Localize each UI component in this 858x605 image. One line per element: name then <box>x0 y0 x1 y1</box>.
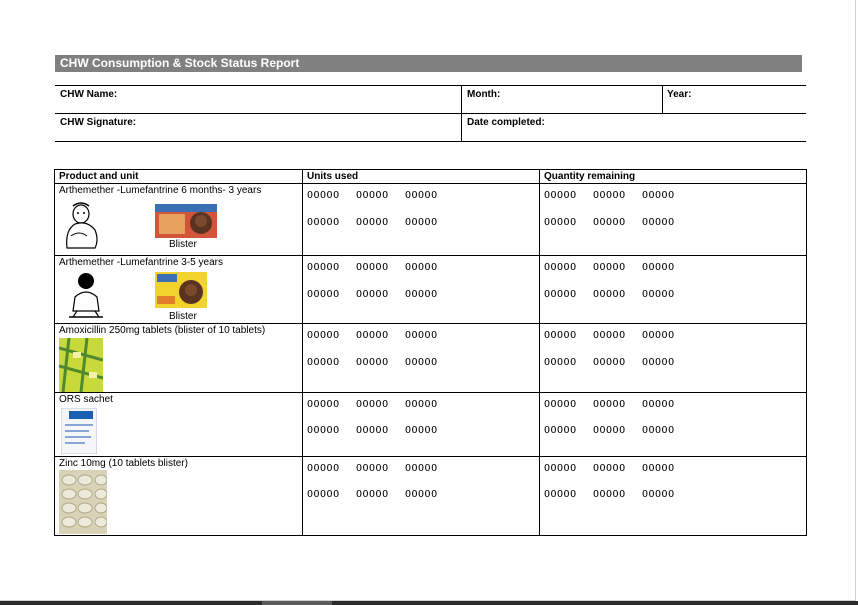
circle-group: OOOOO <box>544 330 577 341</box>
zinc-blister-icon <box>59 470 107 534</box>
circle-group-row <box>307 330 454 341</box>
circle-group: OOOOO <box>593 399 626 410</box>
circle-group: OOOOO <box>544 190 577 201</box>
circle-group: OOOOO <box>544 489 577 500</box>
circle-group: OOOOO <box>307 399 340 410</box>
circle-group: OOOOO <box>356 463 389 474</box>
table-row <box>55 256 807 324</box>
circle-group: OOOOO <box>593 489 626 500</box>
circle-group-row <box>544 399 691 410</box>
circle-group: OOOOO <box>642 289 675 300</box>
header-rule-top <box>55 85 806 86</box>
coartem-pack-icon <box>155 204 217 238</box>
circle-group: OOOOO <box>405 262 438 273</box>
circle-group: OOOOO <box>356 262 389 273</box>
quantity-remaining-cell <box>540 393 807 457</box>
circle-group: OOOOO <box>356 489 389 500</box>
circle-group: OOOOO <box>544 425 577 436</box>
circle-group-row <box>544 463 691 474</box>
circle-group: OOOOO <box>642 489 675 500</box>
circle-group: OOOOO <box>405 330 438 341</box>
date-completed-label: Date completed: <box>467 117 545 128</box>
circle-group: OOOOO <box>642 425 675 436</box>
circle-group: OOOOO <box>642 217 675 228</box>
product-name: Zinc 10mg (10 tablets blister) <box>59 458 188 469</box>
unit-label: Blister <box>169 239 197 250</box>
header-rule-mid <box>55 113 806 114</box>
coartem-pack-icon <box>155 272 207 308</box>
quantity-remaining-cell <box>540 324 807 393</box>
stock-table <box>54 169 807 536</box>
circle-group: OOOOO <box>593 425 626 436</box>
circle-group: OOOOO <box>356 190 389 201</box>
circle-group-row <box>307 399 454 410</box>
circle-group-row <box>307 463 454 474</box>
table-row <box>55 393 807 457</box>
table-header-row <box>55 170 807 184</box>
quantity-remaining-cell <box>540 184 807 256</box>
circle-group: OOOOO <box>405 399 438 410</box>
circle-group: OOOOO <box>307 425 340 436</box>
quantity-remaining-cell <box>540 457 807 536</box>
circle-group: OOOOO <box>307 357 340 368</box>
circle-group: OOOOO <box>544 399 577 410</box>
circle-group: OOOOO <box>307 217 340 228</box>
circle-group-row <box>307 289 454 300</box>
circle-group-row <box>307 190 454 201</box>
product-name: ORS sachet <box>59 394 113 405</box>
circle-group: OOOOO <box>307 489 340 500</box>
circle-group: OOOOO <box>307 190 340 201</box>
circle-group: OOOOO <box>642 190 675 201</box>
ors-sachet-icon <box>61 408 97 454</box>
circle-group-row <box>544 190 691 201</box>
circle-group: OOOOO <box>544 289 577 300</box>
circle-group: OOOOO <box>405 217 438 228</box>
child-drawing-icon <box>69 271 103 321</box>
report-title: CHW Consumption & Stock Status Report <box>55 55 802 72</box>
circle-group-row <box>544 262 691 273</box>
circle-group-row <box>544 217 691 228</box>
circle-group: OOOOO <box>642 463 675 474</box>
chw-signature-label: CHW Signature: <box>60 117 137 128</box>
circle-group: OOOOO <box>307 289 340 300</box>
circle-group: OOOOO <box>544 262 577 273</box>
circle-group: OOOOO <box>642 399 675 410</box>
circle-group-row <box>544 289 691 300</box>
circle-group: OOOOO <box>405 190 438 201</box>
product-cell <box>55 457 303 536</box>
circle-group: OOOOO <box>593 262 626 273</box>
scrollbar-segment <box>262 601 332 605</box>
circle-group: OOOOO <box>405 489 438 500</box>
circle-group-row <box>307 357 454 368</box>
circle-group: OOOOO <box>356 289 389 300</box>
circle-group: OOOOO <box>593 330 626 341</box>
circle-group: OOOOO <box>642 262 675 273</box>
circle-group-row <box>307 489 454 500</box>
table-row <box>55 184 807 256</box>
circle-group-row <box>307 262 454 273</box>
circle-group: OOOOO <box>405 425 438 436</box>
circle-group-row <box>544 489 691 500</box>
product-name: Amoxicillin 250mg tablets (blister of 10 tablets) <box>59 325 266 336</box>
circle-group-row <box>307 425 454 436</box>
circle-group: OOOOO <box>642 357 675 368</box>
units-used-cell <box>303 393 540 457</box>
year-label: Year: <box>667 89 692 100</box>
circle-group-row <box>544 357 691 368</box>
col-header-product: Product and unit <box>55 170 303 184</box>
product-name: Arthemether -Lumefantrine 6 months- 3 years <box>59 185 262 196</box>
circle-group: OOOOO <box>356 357 389 368</box>
header-divider-1 <box>461 85 462 142</box>
units-used-cell <box>303 184 540 256</box>
header-divider-2 <box>662 85 663 113</box>
table-row <box>55 324 807 393</box>
circle-group: OOOOO <box>544 357 577 368</box>
amoxicillin-blister-icon <box>59 338 103 392</box>
units-used-cell <box>303 457 540 536</box>
circle-group: OOOOO <box>356 399 389 410</box>
circle-group-row <box>544 330 691 341</box>
header-rule-bottom <box>55 141 806 142</box>
product-cell <box>55 184 303 256</box>
circle-group: OOOOO <box>593 190 626 201</box>
circle-group: OOOOO <box>642 330 675 341</box>
circle-group: OOOOO <box>307 262 340 273</box>
quantity-remaining-cell <box>540 256 807 324</box>
circle-group: OOOOO <box>544 217 577 228</box>
circle-group: OOOOO <box>307 330 340 341</box>
circle-group: OOOOO <box>593 289 626 300</box>
unit-label: Blister <box>169 311 197 322</box>
circle-group: OOOOO <box>307 463 340 474</box>
product-cell <box>55 324 303 393</box>
product-cell <box>55 393 303 457</box>
chw-name-label: CHW Name: <box>60 89 118 100</box>
window-bottom-bar <box>0 601 858 605</box>
table-row <box>55 457 807 536</box>
circle-group: OOOOO <box>593 357 626 368</box>
month-label: Month: <box>467 89 501 100</box>
circle-group: OOOOO <box>405 357 438 368</box>
circle-group-row <box>544 425 691 436</box>
product-cell <box>55 256 303 324</box>
circle-group-row <box>307 217 454 228</box>
circle-group: OOOOO <box>356 425 389 436</box>
circle-group: OOOOO <box>544 463 577 474</box>
circle-group: OOOOO <box>405 463 438 474</box>
child-drawing-icon <box>61 200 101 250</box>
units-used-cell <box>303 324 540 393</box>
circle-group: OOOOO <box>593 217 626 228</box>
circle-group: OOOOO <box>356 217 389 228</box>
circle-group: OOOOO <box>356 330 389 341</box>
circle-group: OOOOO <box>405 289 438 300</box>
col-header-quantity-remaining: Quantity remaining <box>540 170 807 184</box>
col-header-units-used: Units used <box>303 170 540 184</box>
units-used-cell <box>303 256 540 324</box>
product-name: Arthemether -Lumefantrine 3-5 years <box>59 257 223 268</box>
circle-group: OOOOO <box>593 463 626 474</box>
